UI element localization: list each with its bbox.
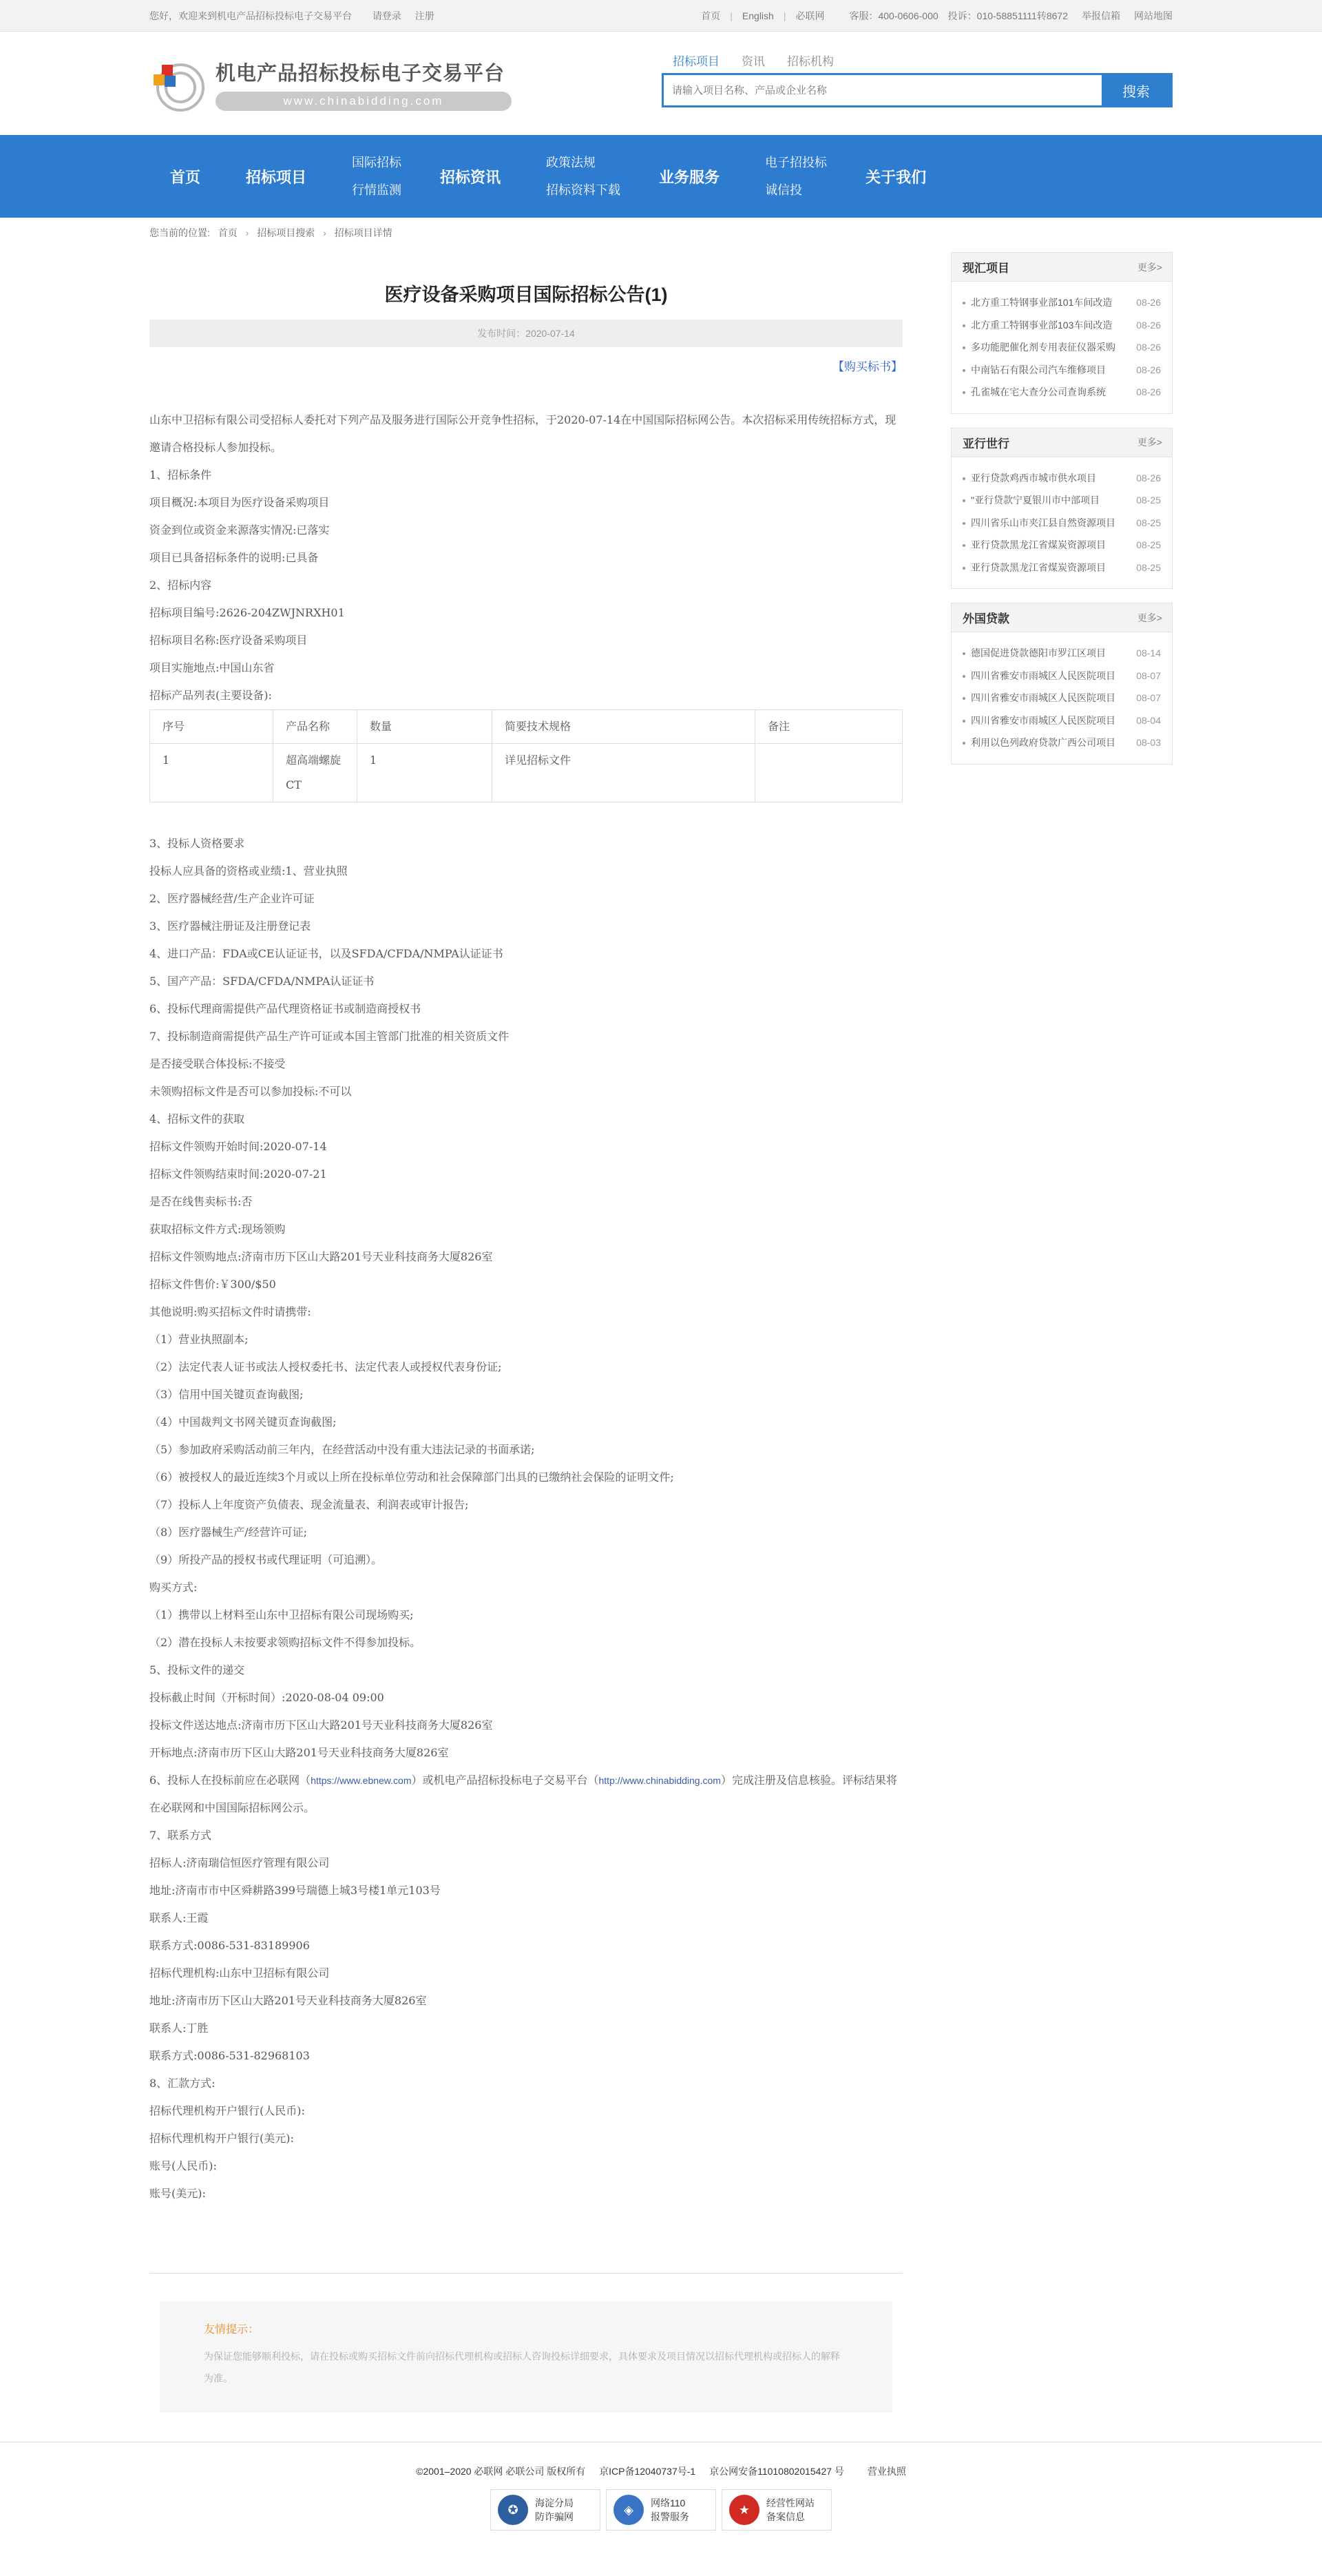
article-line: 7、投标制造商需提供产品生产许可证或本国主管部门批准的相关资质文件 xyxy=(149,1030,510,1043)
article-line: 投标人应具备的资格或业绩:1、营业执照 xyxy=(149,864,348,877)
sidebar-box xyxy=(951,252,1173,414)
list-item-title[interactable]: 四川省乐山市夹江县自然资源项目 xyxy=(963,512,1122,534)
article-line: （1）营业执照副本; xyxy=(149,1333,249,1346)
logo-url: www.chinabidding.com xyxy=(216,92,512,111)
article-line: 地址:济南市历下区山大路201号天业科技商务大厦826室 xyxy=(149,1994,427,2007)
breadcrumb-detail: 招标项目详情 xyxy=(334,227,392,238)
article-line: （6）被授权人的最近连续3个月或以上所在投标单位劳动和社会保障部门出具的已缴纳社会保险的证明文件; xyxy=(149,1471,674,1484)
list-item-date: 08-03 xyxy=(1136,737,1161,748)
article-line: （9）所投产品的授权书或代理证明（可追溯）。 xyxy=(149,1553,383,1566)
list-item[interactable] xyxy=(963,489,1161,512)
article-line: 1、招标条件 xyxy=(149,468,212,481)
article-line: 5、投标文件的递交 xyxy=(149,1663,245,1676)
page-title: 医疗设备采购项目国际招标公告(1) xyxy=(384,284,668,305)
list-item-date: 08-14 xyxy=(1136,647,1161,658)
badge-line: 备案信息 xyxy=(766,2511,805,2522)
search-panel xyxy=(662,47,1173,107)
article xyxy=(149,251,903,2413)
article-line: 招标文件领购结束时间:2020-07-21 xyxy=(149,1167,327,1181)
list-item-title[interactable]: 德国促进贷款德阳市罗江区项目 xyxy=(963,642,1122,665)
article-line: 招标文件领购地点:济南市历下区山大路201号天业科技商务大厦826室 xyxy=(149,1250,493,1263)
list-item-title[interactable]: 中南钻石有限公司汽车维修项目 xyxy=(963,359,1122,382)
article-line: 联系方式:0086-531-82968103 xyxy=(149,2049,310,2062)
article-line: 项目概况:本项目为医疗设备采购项目 xyxy=(149,496,330,509)
more-link[interactable]: 更多> xyxy=(1137,261,1162,273)
icp-link[interactable]: 京ICP备12040737号-1 xyxy=(599,2466,696,2477)
article-line: 招标项目名称:医疗设备采购项目 xyxy=(149,634,308,647)
list-item[interactable] xyxy=(963,687,1161,709)
chevron-right-icon: › xyxy=(245,227,249,238)
table-header: 简要技术规格 xyxy=(492,710,755,744)
sidebar-box-title: 现汇项目 xyxy=(963,262,1009,275)
english-link[interactable]: English xyxy=(742,10,774,21)
search-tab-agencies[interactable]: 招标机构 xyxy=(787,54,834,68)
list-item-date: 08-26 xyxy=(1136,297,1161,308)
site-logo[interactable] xyxy=(149,56,512,112)
article-line: 联系人:丁胜 xyxy=(149,2022,209,2035)
article-line: 账号(美元): xyxy=(149,2187,206,2200)
intro-paragraph: 山东中卫招标有限公司受招标人委托对下列产品及服务进行国际公开竞争性招标，于2020-07-14在中国国际招标网公告。本次招标采用传统招标方式，现邀请合格投标人参加投标。 xyxy=(149,413,896,454)
footer-badge[interactable] xyxy=(490,2489,600,2531)
report-link[interactable]: 举报信箱 xyxy=(1082,10,1120,21)
list-item-date: 08-25 xyxy=(1136,539,1161,550)
badge-line: 防诈骗网 xyxy=(535,2511,574,2522)
police-icon: ✪ xyxy=(498,2495,528,2525)
nav-market-monitor[interactable]: 行情监测 xyxy=(352,183,402,197)
license-link[interactable]: 营业执照 xyxy=(867,2466,906,2477)
table-header: 数量 xyxy=(357,710,492,744)
article-line: （4）中国裁判文书网关键页查询截图; xyxy=(149,1415,337,1429)
article-line: 其他说明:购买招标文件时请携带: xyxy=(149,1305,311,1318)
list-item-date: 08-25 xyxy=(1136,517,1161,528)
list-item-date: 08-07 xyxy=(1136,669,1161,681)
badge-line: 报警服务 xyxy=(651,2511,689,2522)
article-line: 获取招标文件方式:现场领购 xyxy=(149,1223,286,1236)
article-line: 5、国产产品：SFDA/CFDA/NMPA认证证书 xyxy=(149,975,375,988)
article-line: 4、招标文件的获取 xyxy=(149,1112,245,1125)
table-cell: 详见招标文件 xyxy=(492,744,755,802)
nav-business[interactable]: 业务服务 xyxy=(659,168,720,186)
article-line: （2）潜在投标人未按要求领购招标文件不得参加投标。 xyxy=(149,1636,421,1649)
list-item-date: 08-26 xyxy=(1136,472,1161,484)
registration-paragraph: 6、投标人在投标前应在必联网（https://www.ebnew.com）或机电产品招标投标电子交易平台（http://www.chinabidding.com）完成注册及信息核验。评标结果将在必联网和中国国际招标网公示。 xyxy=(149,1774,897,1814)
article-line: 购买方式: xyxy=(149,1581,198,1594)
article-line: 招标代理机构:山东中卫招标有限公司 xyxy=(149,1966,330,1980)
list-item-title[interactable]: 亚行贷款黑龙江省煤炭资源项目 xyxy=(963,534,1122,557)
list-item[interactable] xyxy=(963,557,1161,579)
article-line: （1）携带以上材料至山东中卫招标有限公司现场购买; xyxy=(149,1608,414,1621)
nav-credit[interactable]: 诚信投 xyxy=(765,183,803,197)
search-tab-projects[interactable]: 招标项目 xyxy=(673,52,720,74)
welcome-text: 您好，欢迎来到机电产品招标投标电子交易平台 xyxy=(149,10,352,21)
list-item[interactable] xyxy=(963,291,1161,314)
list-item-title[interactable]: 亚行贷款黑龙江省煤炭资源项目 xyxy=(963,557,1122,579)
nav-news[interactable]: 招标资讯 xyxy=(440,168,501,186)
list-item[interactable] xyxy=(963,709,1161,732)
article-line: 招标代理机构开户银行(美元): xyxy=(149,2132,294,2145)
list-item-title[interactable]: 北方重工特钢事业部103车间改造 xyxy=(963,314,1122,337)
list-item-title[interactable]: 四川省雅安市雨城区人民医院项目 xyxy=(963,665,1122,687)
product-table xyxy=(149,709,903,802)
article-line: 投标截止时间（开标时间）:2020-08-04 09:00 xyxy=(149,1691,384,1704)
list-item-title[interactable]: 孔雀城在宅大查分公司查询系统 xyxy=(963,381,1122,404)
table-header: 产品名称 xyxy=(273,710,357,744)
list-item-date: 08-26 xyxy=(1136,342,1161,353)
article-line: 3、投标人资格要求 xyxy=(149,837,245,850)
article-line: （5）参加政府采购活动前三年内，在经营活动中没有重大违法记录的书面承诺; xyxy=(149,1443,535,1456)
list-item-date: 08-25 xyxy=(1136,561,1161,573)
nav-projects[interactable]: 招标项目 xyxy=(246,168,307,186)
sidebar xyxy=(951,252,1173,2413)
nav-intl-bidding[interactable]: 国际招标 xyxy=(352,156,402,169)
article-line: 6、投标代理商需提供产品代理资格证书或制造商授权书 xyxy=(149,1002,421,1015)
breadcrumb xyxy=(149,218,1173,248)
article-line: （2）法定代表人证书或法人授权委托书、法定代表人或授权代表身份证; xyxy=(149,1360,502,1373)
police-record-link[interactable]: 京公网安备11010802015427 号 xyxy=(709,2466,844,2477)
shield-icon: ◈ xyxy=(613,2495,644,2525)
search-tab-news[interactable]: 资讯 xyxy=(742,54,765,68)
more-link[interactable]: 更多> xyxy=(1137,612,1162,623)
nav-policy[interactable]: 政策法规 xyxy=(546,156,596,169)
breadcrumb-home[interactable]: 首页 xyxy=(218,227,238,238)
list-item-title[interactable]: 四川省雅安市雨城区人民医院项目 xyxy=(963,709,1122,732)
list-item-date: 08-04 xyxy=(1136,714,1161,726)
article-line: 招标文件领购开始时间:2020-07-14 xyxy=(149,1140,327,1153)
breadcrumb-prefix: 您当前的位置: xyxy=(149,227,210,238)
sidebar-box-title: 亚行世行 xyxy=(963,437,1009,450)
nav-downloads[interactable]: 招标资料下载 xyxy=(546,183,621,197)
publish-date: 发布时间：2020-07-14 xyxy=(149,320,903,347)
tip-text: 为保证您能够顺利投标，请在投标或购买招标文件前向招标代理机构或招标人咨询投标详细要求，具体要求及项目情况以招标代理机构或招标人的解释为准。 xyxy=(204,2351,840,2384)
footer-badge[interactable] xyxy=(722,2489,832,2531)
article-line: 招标产品列表(主要设备): xyxy=(149,689,272,702)
table-header: 序号 xyxy=(150,710,273,744)
main-nav xyxy=(0,135,1322,218)
list-item-title[interactable]: "亚行贷款宁夏银川市中部项目 xyxy=(963,489,1122,512)
badge-line: 经营性网站 xyxy=(766,2497,815,2509)
friendly-tip xyxy=(160,2301,892,2413)
article-line: 招标人:济南瑞信恒医疗管理有限公司 xyxy=(149,1856,330,1869)
list-item[interactable] xyxy=(963,731,1161,754)
list-item[interactable] xyxy=(963,381,1161,404)
list-item[interactable] xyxy=(963,534,1161,557)
list-item[interactable] xyxy=(963,512,1161,534)
register-link[interactable]: 注册 xyxy=(415,10,434,21)
nav-home[interactable]: 首页 xyxy=(170,168,201,186)
table-cell: 1 xyxy=(357,744,492,802)
buy-tender-link[interactable]: 【购买标书】 xyxy=(832,360,903,374)
table-cell: 1 xyxy=(150,744,273,802)
table-row xyxy=(150,744,903,802)
badge-line: 网络110 xyxy=(651,2497,686,2509)
article-line: 未领购招标文件是否可以参加投标:不可以 xyxy=(149,1085,352,1098)
divider xyxy=(149,2273,903,2274)
list-item-title[interactable]: 利用以色列政府贷款广西公司项目 xyxy=(963,731,1122,754)
list-item-title[interactable]: 多功能肥催化剂专用表征仪器采购 xyxy=(963,336,1122,359)
article-line: 招标代理机构开户银行(人民币): xyxy=(149,2104,305,2117)
login-link[interactable]: 请登录 xyxy=(372,10,401,21)
list-item[interactable] xyxy=(963,467,1161,490)
table-header: 备注 xyxy=(755,710,903,744)
table-cell: 超高端螺旋CT xyxy=(273,744,357,802)
article-line: 地址:济南市市中区舜耕路399号瑞德上城3号楼1单元103号 xyxy=(149,1884,441,1897)
article-line: 8、汇款方式: xyxy=(149,2077,216,2090)
list-item[interactable] xyxy=(963,336,1161,359)
sidebar-box-title: 外国贷款 xyxy=(963,612,1009,625)
chinabidding-link[interactable]: http://www.chinabidding.com xyxy=(598,1775,721,1786)
article-line: 7、联系方式 xyxy=(149,1829,212,1842)
list-item-date: 08-07 xyxy=(1136,692,1161,703)
breadcrumb-search[interactable]: 招标项目搜索 xyxy=(257,227,315,238)
article-line: 资金到位或资金来源落实情况:已落实 xyxy=(149,523,330,537)
badge-line: 海淀分局 xyxy=(535,2497,574,2509)
ebnew-link[interactable]: https://www.ebnew.com xyxy=(311,1775,412,1786)
article-line: 是否在线售卖标书:否 xyxy=(149,1195,253,1208)
article-line: 招标项目编号:2626-204ZWJNRXH01 xyxy=(149,606,345,619)
article-line: 是否接受联合体投标:不接受 xyxy=(149,1057,286,1070)
article-line: 项目实施地点:中国山东省 xyxy=(149,661,275,674)
top-bar: 您好，欢迎来到机电产品招标投标电子交易平台 请登录 注册 首页 | English | 必联网 客服：400-0606-000 投诉：010-58851111转8672 举报信箱 网站地图 xyxy=(0,0,1322,32)
bilian-link[interactable]: 必联网 xyxy=(795,10,825,21)
list-item-date: 08-25 xyxy=(1136,495,1161,506)
site-header xyxy=(0,32,1322,135)
nav-about[interactable]: 关于我们 xyxy=(865,168,927,186)
sidebar-box xyxy=(951,603,1173,765)
more-link[interactable]: 更多> xyxy=(1137,437,1162,448)
list-item-title[interactable]: 亚行贷款鸡西市城市供水项目 xyxy=(963,467,1122,490)
search-input[interactable] xyxy=(664,75,1102,105)
home-link[interactable]: 首页 xyxy=(701,10,721,21)
list-item-date: 08-26 xyxy=(1136,364,1161,375)
article-line: 项目已具备招标条件的说明:已具备 xyxy=(149,551,319,564)
complaint-phone: 投诉：010-58851111转8672 xyxy=(947,10,1068,21)
service-phone: 客服：400-0606-000 xyxy=(849,10,938,21)
article-line: （7）投标人上年度资产负债表、现金流量表、利润表或审计报告; xyxy=(149,1498,469,1511)
article-body xyxy=(149,406,903,2208)
article-line: 3、医疗器械注册证及注册登记表 xyxy=(149,920,311,933)
sitemap-link[interactable]: 网站地图 xyxy=(1134,10,1173,21)
list-item[interactable] xyxy=(963,665,1161,687)
article-line: 开标地点:济南市历下区山大路201号天业科技商务大厦826室 xyxy=(149,1746,449,1759)
table-cell xyxy=(755,744,903,802)
list-item[interactable] xyxy=(963,359,1161,382)
emblem-icon: ★ xyxy=(729,2495,759,2525)
chevron-right-icon: › xyxy=(323,227,326,238)
logo-icon xyxy=(149,56,204,112)
article-line: 联系方式:0086-531-83189906 xyxy=(149,1939,310,1952)
list-item-title[interactable]: 四川省雅安市雨城区人民医院项目 xyxy=(963,687,1122,709)
list-item[interactable] xyxy=(963,314,1161,337)
logo-title: 机电产品招标投标电子交易平台 xyxy=(216,62,505,85)
article-line: （8）医疗器械生产/经营许可证; xyxy=(149,1526,307,1539)
article-line: 账号(人民币): xyxy=(149,2159,217,2172)
sidebar-box xyxy=(951,428,1173,590)
article-line: 2、医疗器械经营/生产企业许可证 xyxy=(149,892,315,905)
copyright: ©2001–2020 必联网 必联公司 版权所有 xyxy=(416,2466,586,2477)
search-button[interactable]: 搜索 xyxy=(1102,75,1171,105)
site-footer xyxy=(0,2442,1322,2576)
list-item-date: 08-26 xyxy=(1136,319,1161,331)
list-item-date: 08-26 xyxy=(1136,386,1161,397)
list-item[interactable] xyxy=(963,642,1161,665)
list-item-title[interactable]: 北方重工特钢事业部101车间改造 xyxy=(963,291,1122,314)
article-line: 招标文件售价:￥300/$50 xyxy=(149,1278,276,1291)
article-line: 联系人:王霞 xyxy=(149,1911,209,1924)
article-line: 投标文件送达地点:济南市历下区山大路201号天业科技商务大厦826室 xyxy=(149,1718,493,1732)
footer-badge[interactable] xyxy=(606,2489,716,2531)
article-line: 2、招标内容 xyxy=(149,579,212,592)
article-line: 4、进口产品：FDA或CE认证证书，以及SFDA/CFDA/NMPA认证证书 xyxy=(149,947,503,960)
tip-title: 友情提示： xyxy=(204,2324,260,2336)
nav-e-bidding[interactable]: 电子招投标 xyxy=(765,156,828,169)
article-line: （3）信用中国关键页查询截图; xyxy=(149,1388,304,1401)
